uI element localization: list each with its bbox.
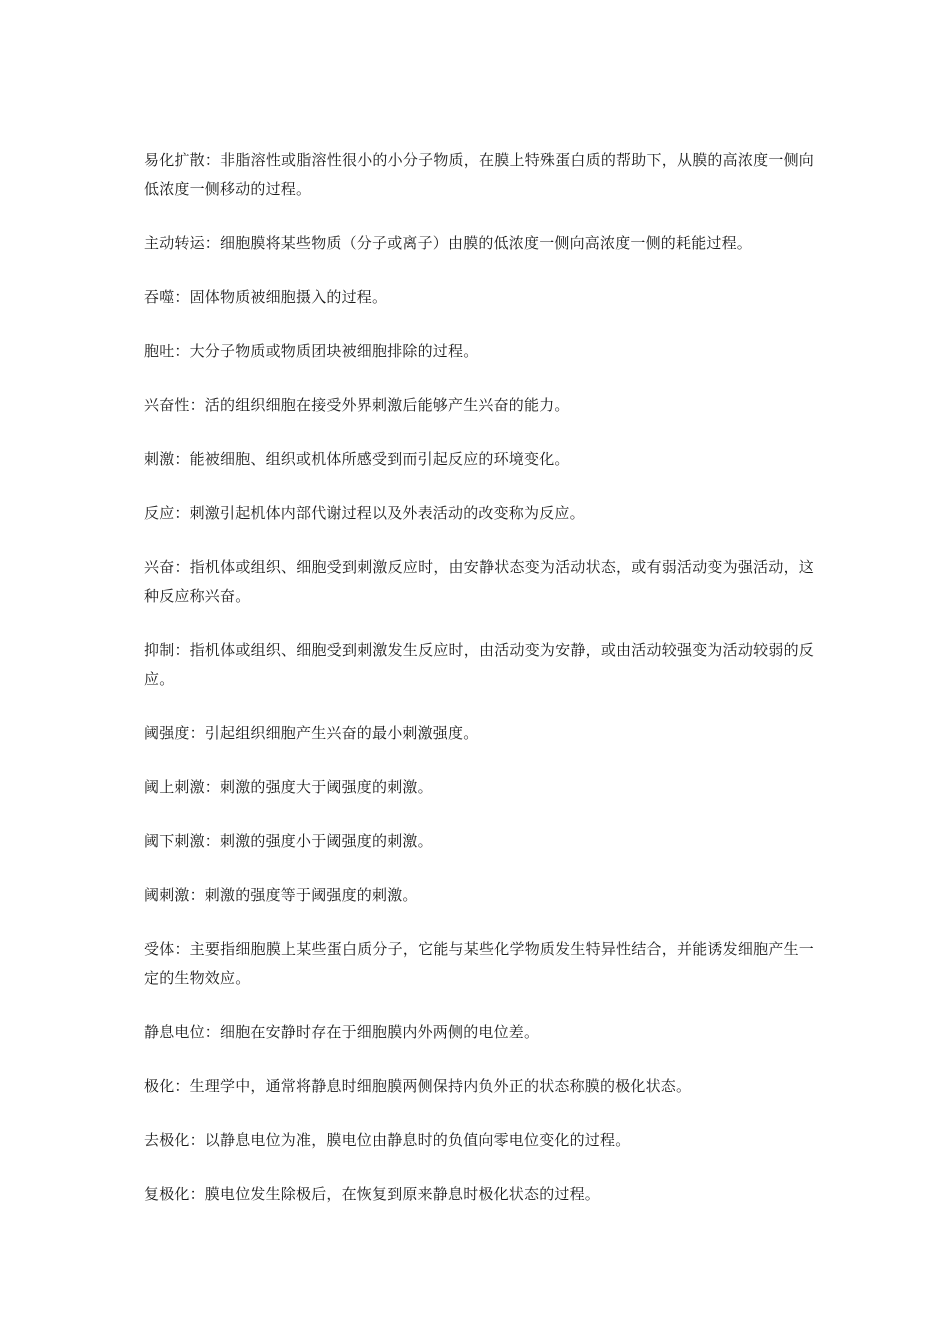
definition-exocytosis: 胞吐：大分子物质或物质团块被细胞排除的过程。 <box>144 342 479 360</box>
definition-depolarization: 去极化：以静息电位为准，膜电位由静息时的负值向零电位变化的过程。 <box>144 1131 631 1149</box>
document-body <box>144 146 814 1234</box>
definition-threshold-stimulus: 阈刺激：刺激的强度等于阈强度的刺激。 <box>144 886 418 904</box>
definition-polarization: 极化：生理学中，通常将静息时细胞膜两侧保持内负外正的状态称膜的极化状态。 <box>144 1077 692 1095</box>
definition-excitation: 兴奋：指机体或组织、细胞受到刺激反应时，由安静状态变为活动状态，或有弱活动变为强活动，这种反应称兴奋。 <box>144 558 814 605</box>
definition-facilitated-diffusion: 易化扩散：非脂溶性或脂溶性很小的小分子物质，在膜上特殊蛋白质的帮助下，从膜的高浓度一侧向低浓度一侧移动的过程。 <box>144 151 814 198</box>
definition-inhibition: 抑制：指机体或组织、细胞受到刺激发生反应时，由活动变为安静，或由活动较强变为活动较弱的反应。 <box>144 641 814 688</box>
definition-receptor: 受体：主要指细胞膜上某些蛋白质分子，它能与某些化学物质发生特异性结合，并能诱发细胞产生一定的生物效应。 <box>144 940 814 987</box>
definition-response: 反应：刺激引起机体内部代谢过程以及外表活动的改变称为反应。 <box>144 504 585 522</box>
definition-resting-potential: 静息电位：细胞在安静时存在于细胞膜内外两侧的电位差。 <box>144 1023 540 1041</box>
definition-phagocytosis: 吞噬：固体物质被细胞摄入的过程。 <box>144 288 388 306</box>
definition-active-transport: 主动转运：细胞膜将某些物质（分子或离子）由膜的低浓度一侧向高浓度一侧的耗能过程。 <box>144 234 753 252</box>
definition-stimulus: 刺激：能被细胞、组织或机体所感受到而引起反应的环境变化。 <box>144 450 570 468</box>
definition-threshold-intensity: 阈强度：引起组织细胞产生兴奋的最小刺激强度。 <box>144 724 479 742</box>
definition-excitability: 兴奋性：活的组织细胞在接受外界刺激后能够产生兴奋的能力。 <box>144 396 570 414</box>
definition-subthreshold-stimulus: 阈下刺激：刺激的强度小于阈强度的刺激。 <box>144 832 433 850</box>
definition-suprathreshold-stimulus: 阈上刺激：刺激的强度大于阈强度的刺激。 <box>144 778 433 796</box>
definition-repolarization: 复极化：膜电位发生除极后，在恢复到原来静息时极化状态的过程。 <box>144 1185 601 1203</box>
